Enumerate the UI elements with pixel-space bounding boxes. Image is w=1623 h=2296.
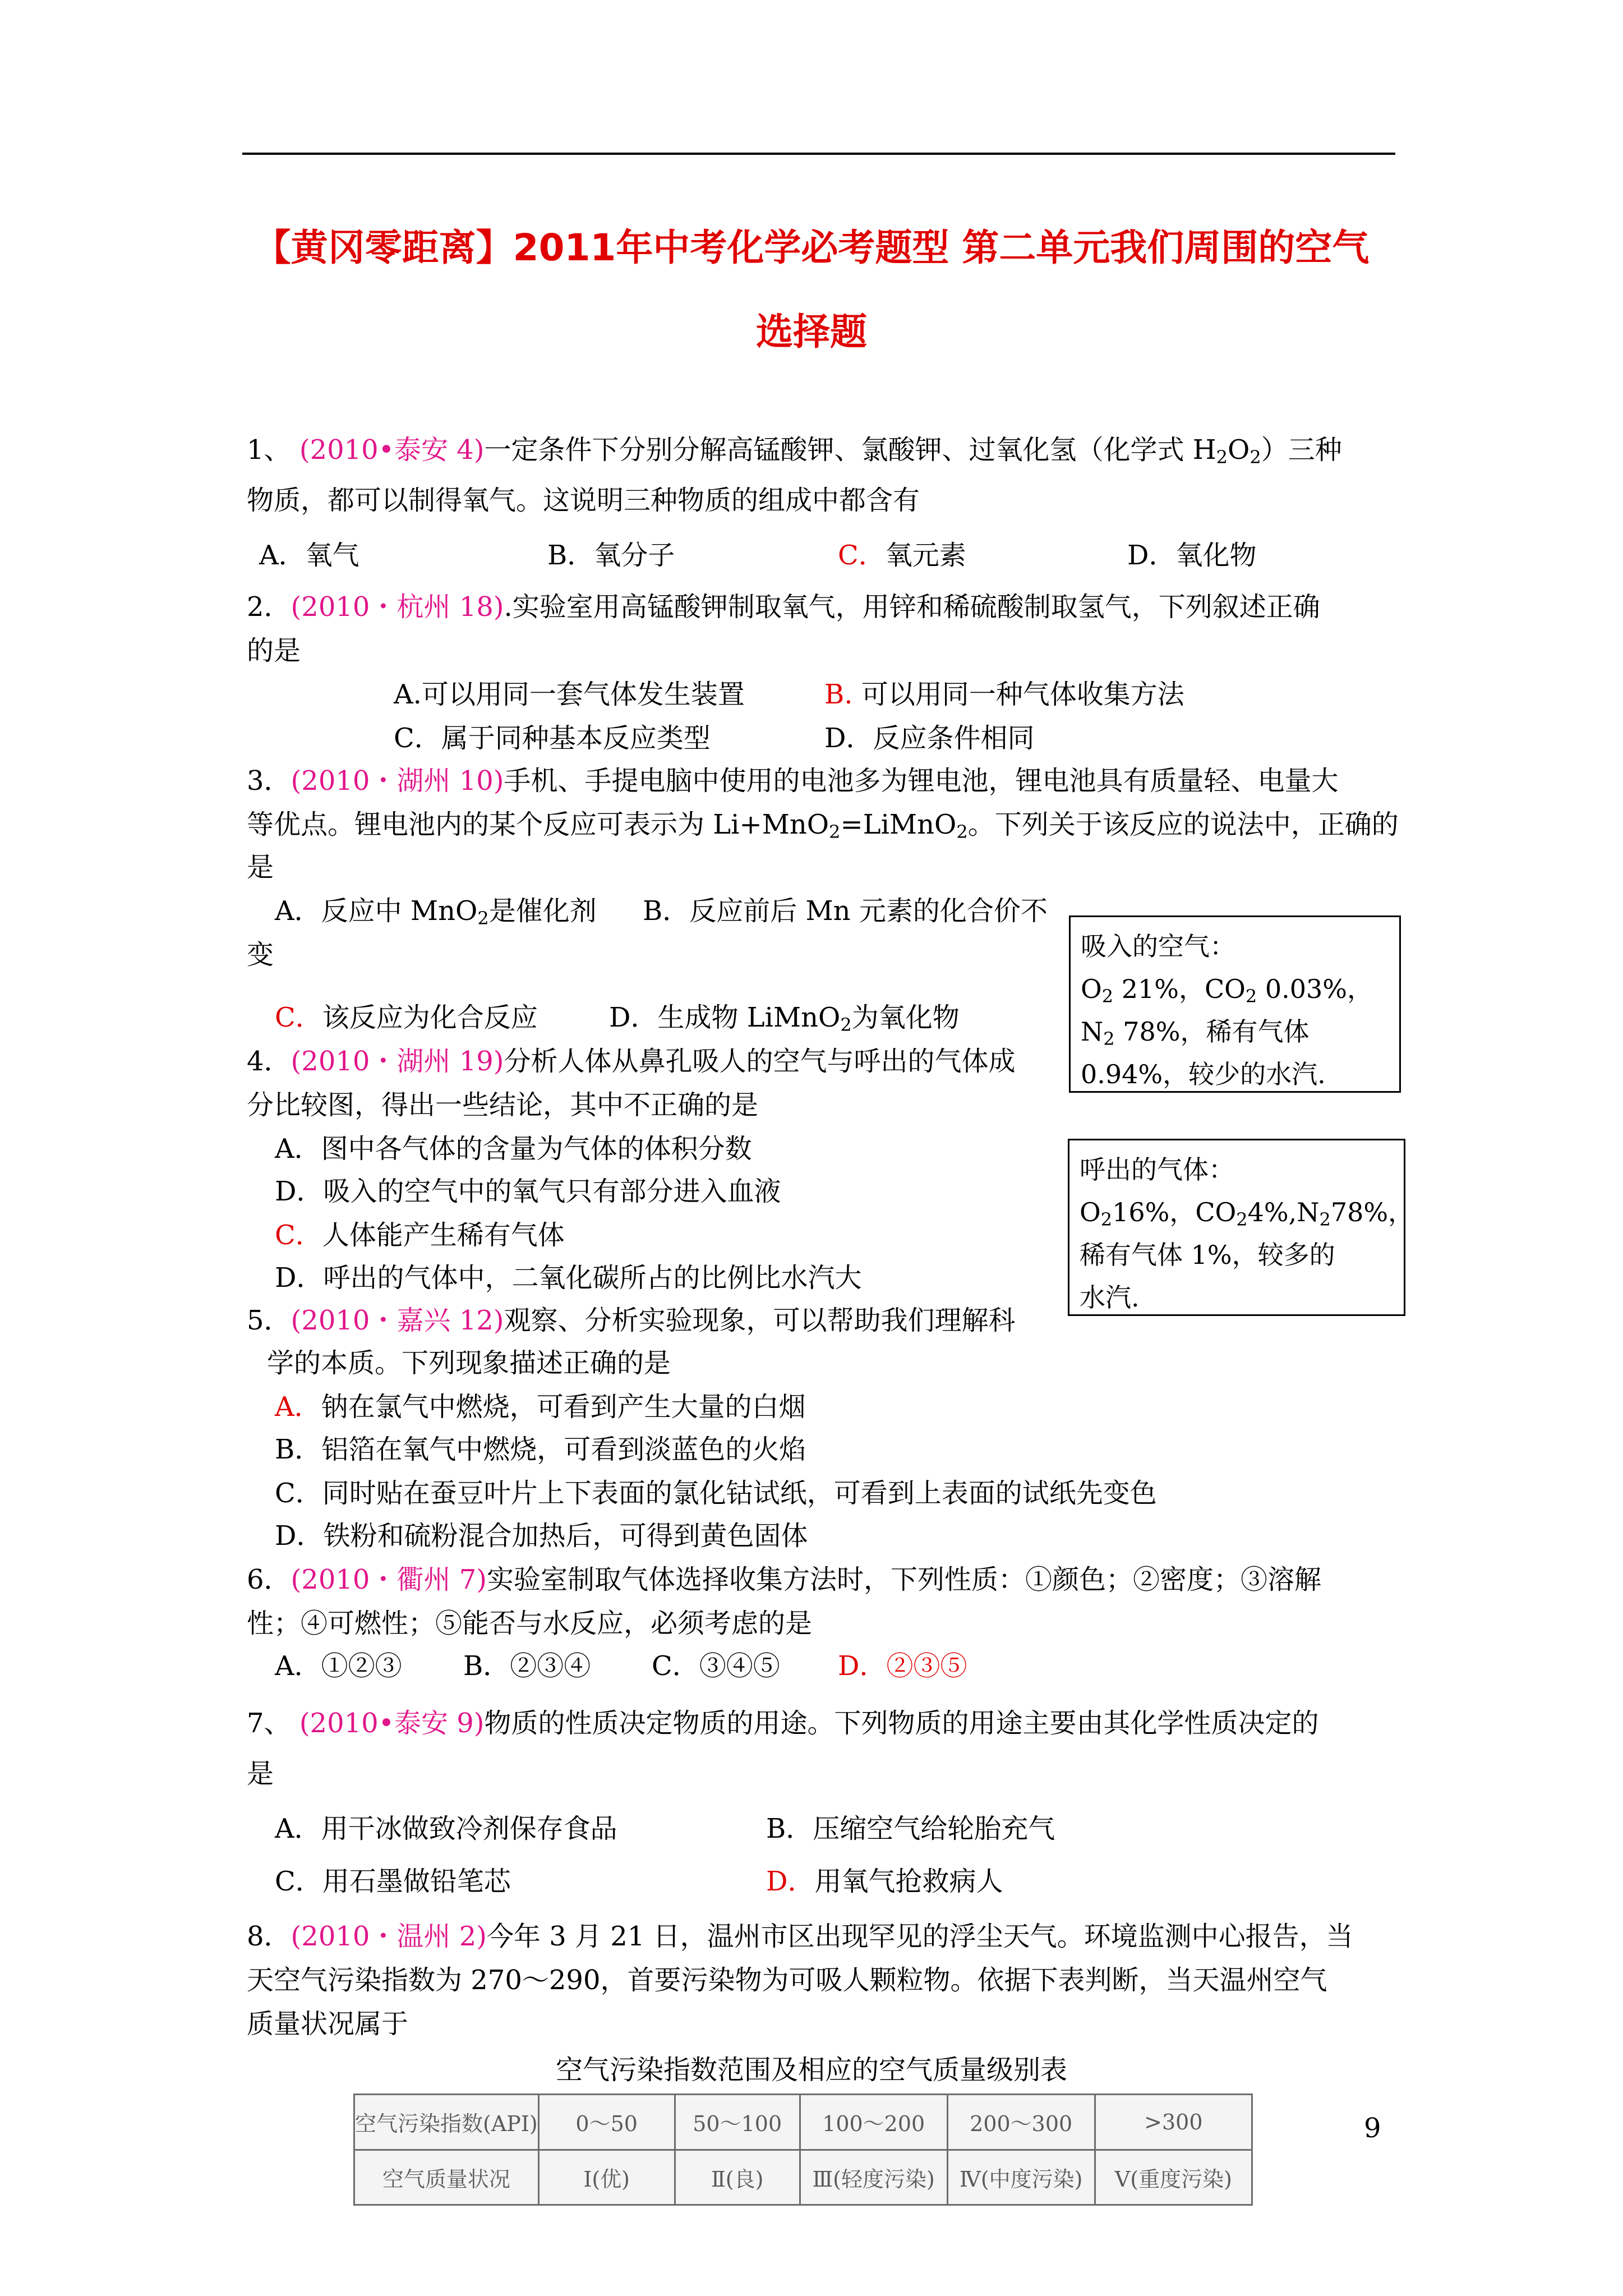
q7-option-b: B．压缩空气给轮胎充气 xyxy=(766,1813,1055,1844)
q1-option-b: B．氧分子 xyxy=(547,540,675,571)
table-row xyxy=(354,2150,1252,2205)
table-cell: 空气污染指数(API) xyxy=(354,2095,539,2150)
q3-option-c: C．该反应为化合反应 xyxy=(275,1002,538,1033)
q6-stem-line2: 性；④可燃性；⑤能否与水反应，必须考虑的是 xyxy=(247,1608,813,1639)
q3-option-d: D．生成物 LiMnO$_2$为氧化物 xyxy=(609,1002,960,1036)
q5-option-d: D．铁粉和硫粉混合加热后，可得到黄色固体 xyxy=(275,1520,808,1552)
q3-option-b: B．反应前后 Mn 元素的化合价不 xyxy=(643,895,1048,927)
q6-source: (2010・衢州 7) xyxy=(291,1564,487,1595)
q6-option-a: A．①②③ xyxy=(275,1650,402,1682)
table-row xyxy=(354,2095,1252,2150)
q7-option-d: D．用氧气抢救病人 xyxy=(766,1866,1003,1897)
q6-option-b: B．②③④ xyxy=(463,1650,591,1682)
q3-option-b-cont: 变 xyxy=(247,939,274,970)
q4-option-a: A．图中各气体的含量为气体的体积分数 xyxy=(275,1133,752,1165)
table-cell: 200～300 xyxy=(947,2095,1095,2150)
header-rule xyxy=(242,153,1395,155)
table-caption: 空气污染指数范围及相应的空气质量级别表 xyxy=(555,2054,1067,2086)
q5-option-b: B．铝箔在氧气中燃烧，可看到淡蓝色的火焰 xyxy=(275,1434,806,1465)
table-cell: 100～200 xyxy=(800,2095,947,2150)
document-subtitle: 选择题 xyxy=(756,310,867,353)
q7-stem-line2: 是 xyxy=(247,1758,274,1789)
q2-option-c: C．属于同种基本反应类型 xyxy=(394,723,711,754)
q4-source: (2010・湖州 19) xyxy=(291,1046,504,1077)
q3-stem-line2: 等优点。锂电池内的某个反应可表示为 Li+MnO$_2$=LiMnO$_2$。下列关于该反应的说法中，正确的 xyxy=(247,809,1399,843)
q5-option-c: C．同时贴在蚕豆叶片上下表面的氯化钴试纸，可看到上表面的试纸先变色 xyxy=(275,1478,1157,1509)
table-cell: 50～100 xyxy=(675,2095,800,2150)
table-cell: 0～50 xyxy=(538,2095,675,2150)
q1-stem-line1: 1、 (2010•泰安 4)一定条件下分别分解高锰酸钾、氯酸钾、过氧化氢（化学式 $H_2O_2$）三种 xyxy=(247,434,1342,468)
q8-stem-line1: 8．(2010・温州 2)今年 3 月 21 日，温州市区出现罕见的浮尘天气。环境监测中心报告，当 xyxy=(247,1921,1353,1952)
q1-option-a: A．氧气 xyxy=(259,540,359,571)
q5-option-a: A．钠在氯气中燃烧，可看到产生大量的白烟 xyxy=(275,1391,806,1423)
q7-source: (2010•泰安 9) xyxy=(299,1708,485,1739)
q4-stem-line1: 4．(2010・湖州 19)分析人体从鼻孔吸人的空气与呼出的气体成 xyxy=(247,1046,1016,1077)
q2-option-d: D．反应条件相同 xyxy=(824,723,1035,754)
q8-stem-line3: 质量状况属于 xyxy=(247,2008,409,2040)
table-cell: Ⅳ(中度污染) xyxy=(947,2150,1095,2205)
page-number: 9 xyxy=(1364,2113,1381,2144)
q6-option-d: D．②③⑤ xyxy=(838,1650,967,1682)
q6-option-c: C．③④⑤ xyxy=(652,1650,780,1682)
q8-stem-line2: 天空气污染指数为 270～290，首要污染物为可吸人颗粒物。依据下表判断，当天温州空气 xyxy=(247,1964,1327,1996)
q4-option-c: C．人体能产生稀有气体 xyxy=(275,1220,565,1251)
q1-option-d: D．氧化物 xyxy=(1127,540,1257,571)
q5-source: (2010・嘉兴 12) xyxy=(291,1305,504,1336)
q2-option-a: A.可以用同一套气体发生装置 xyxy=(394,679,745,710)
q7-option-a: A．用干冰做致冷剂保存食品 xyxy=(275,1813,617,1844)
q4-stem-line2: 分比较图，得出一些结论，其中不正确的是 xyxy=(247,1089,759,1121)
inhaled-air-box: 吸入的空气： $O_2$ 21%，$CO_2$ 0.03%， $N_2$ 78%，稀有气体 0.94%，较少的水汽. xyxy=(1069,915,1401,1093)
table-cell: Ⅰ(优) xyxy=(538,2150,675,2205)
q2-option-b: B. 可以用同一种气体收集方法 xyxy=(824,679,1184,710)
q2-stem-line1: 2．(2010・杭州 18).实验室用高锰酸钾制取氧气，用锌和稀硫酸制取氢气，下列叙述正确 xyxy=(247,591,1320,623)
q7-option-c: C．用石墨做铅笔芯 xyxy=(275,1866,511,1897)
q2-stem-line2: 的是 xyxy=(247,635,301,666)
q3-option-a: A．反应中 MnO$_2$是催化剂 xyxy=(275,895,597,929)
table-cell: Ⅲ(轻度污染) xyxy=(800,2150,947,2205)
air-quality-table xyxy=(353,2093,1253,2206)
table-cell: 空气质量状况 xyxy=(354,2150,539,2205)
table-cell: Ⅱ(良) xyxy=(675,2150,800,2205)
q5-stem-line1: 5．(2010・嘉兴 12)观察、分析实验现象，可以帮助我们理解科 xyxy=(247,1305,1016,1336)
q3-stem-line1: 3．(2010・湖州 10)手机、手提电脑中使用的电池多为锂电池，锂电池具有质量轻、电量大 xyxy=(247,765,1339,797)
q6-stem-line1: 6．(2010・衢州 7)实验室制取气体选择收集方法时，下列性质：①颜色；②密度；③溶解 xyxy=(247,1564,1321,1595)
q7-stem-line1: 7、 (2010•泰安 9)物质的性质决定物质的用途。下列物质的用途主要由其化学性质决定的 xyxy=(247,1708,1319,1739)
table-cell: >300 xyxy=(1095,2095,1252,2150)
q4-option-b: D．吸入的空气中的氧气只有部分进入血液 xyxy=(275,1176,781,1207)
q1-option-c: C．氧元素 xyxy=(838,540,966,571)
document-title: 【黄冈零距离】2011年中考化学必考题型 第二单元我们周围的空气 xyxy=(253,226,1370,269)
q3-stem-line3: 是 xyxy=(247,852,274,883)
q8-source: (2010・温州 2) xyxy=(291,1921,487,1952)
exhaled-gas-box: 呼出的气体： $O_216\%$，$CO_24\%,N_278\%$， 稀有气体 1%，较多的 水汽. xyxy=(1068,1139,1405,1316)
q1-stem-line2: 物质，都可以制得氧气。这说明三种物质的组成中都含有 xyxy=(247,485,920,516)
table-cell: Ⅴ(重度污染) xyxy=(1095,2150,1252,2205)
q4-option-d: D．呼出的气体中，二氧化碳所占的比例比水汽大 xyxy=(275,1262,862,1294)
q1-source: (2010•泰安 4) xyxy=(299,434,485,466)
q2-source: (2010・杭州 18) xyxy=(291,591,504,623)
q3-source: (2010・湖州 10) xyxy=(291,765,504,797)
q5-stem-line2: 学的本质。下列现象描述正确的是 xyxy=(267,1347,671,1379)
